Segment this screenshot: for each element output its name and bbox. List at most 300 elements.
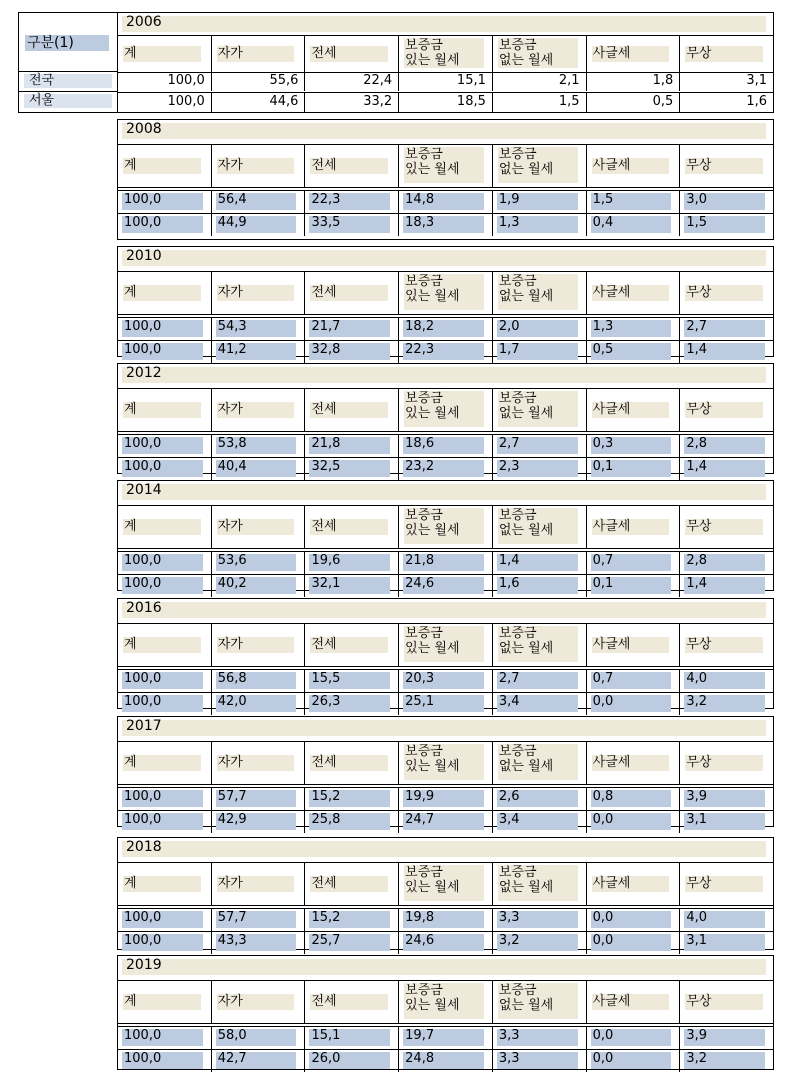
column-header bbox=[493, 742, 587, 784]
column-header-text: 무상 bbox=[686, 402, 712, 417]
data-cell bbox=[399, 693, 493, 715]
column-header bbox=[493, 506, 587, 548]
column-header bbox=[587, 981, 681, 1023]
data-value: 1,3 bbox=[592, 319, 614, 334]
column-header-text: 보증금 bbox=[498, 744, 537, 759]
column-header bbox=[493, 389, 587, 431]
data-cell bbox=[680, 575, 773, 597]
data-value: 1,4 bbox=[686, 576, 707, 591]
data-cell bbox=[212, 458, 306, 480]
data-cell bbox=[118, 575, 212, 597]
data-value: 1,6 bbox=[746, 94, 768, 109]
data-cell bbox=[493, 191, 587, 213]
data-value: 23,2 bbox=[405, 459, 435, 474]
data-value: 32,5 bbox=[311, 459, 341, 474]
column-header bbox=[212, 863, 306, 905]
column-header-text: 보증금 bbox=[405, 508, 443, 523]
column-header-text: 보증금 bbox=[498, 147, 537, 162]
column-header bbox=[399, 389, 493, 431]
column-header-text: 사글세 bbox=[592, 994, 631, 1009]
column-header-text: 계 bbox=[124, 158, 137, 173]
data-row bbox=[118, 434, 773, 457]
column-header bbox=[305, 624, 399, 666]
data-cell bbox=[587, 341, 681, 363]
data-value: 100,0 bbox=[124, 576, 162, 591]
column-header-text: 있는 월세 bbox=[405, 162, 460, 177]
column-header bbox=[587, 742, 681, 784]
column-header bbox=[587, 36, 681, 72]
column-header-text: 있는 월세 bbox=[405, 406, 460, 421]
column-header-text: 보증금 bbox=[405, 391, 443, 406]
data-value: 53,6 bbox=[217, 553, 247, 568]
column-header bbox=[305, 36, 399, 72]
column-header-text: 계 bbox=[124, 876, 137, 891]
data-cell bbox=[399, 341, 493, 363]
data-value: 19,6 bbox=[311, 553, 341, 568]
column-header bbox=[212, 506, 306, 548]
column-header bbox=[493, 981, 587, 1023]
column-header bbox=[680, 981, 773, 1023]
column-header-text: 무상 bbox=[686, 876, 712, 891]
column-header-text: 있는 월세 bbox=[405, 641, 460, 656]
data-cell bbox=[118, 214, 212, 236]
data-value: 57,7 bbox=[217, 789, 247, 804]
data-cell bbox=[305, 1050, 399, 1072]
data-value: 3,1 bbox=[686, 933, 707, 948]
column-header-text: 없는 월세 bbox=[498, 998, 554, 1013]
data-cell bbox=[680, 693, 773, 715]
data-cell bbox=[587, 1027, 681, 1049]
data-value: 0,0 bbox=[592, 694, 614, 709]
data-value: 1,7 bbox=[498, 342, 520, 357]
data-cell bbox=[212, 788, 306, 810]
data-value: 100,0 bbox=[167, 73, 205, 88]
data-cell bbox=[399, 788, 493, 810]
column-header-text: 무상 bbox=[686, 637, 712, 652]
data-value: 18,3 bbox=[405, 215, 435, 230]
data-row bbox=[118, 190, 773, 213]
column-header-text: 보증금 bbox=[405, 983, 443, 998]
column-header-text: 보증금 bbox=[405, 626, 443, 641]
column-header-text: 자가 bbox=[217, 158, 243, 173]
column-header bbox=[587, 863, 681, 905]
data-row bbox=[118, 1049, 773, 1072]
data-value: 2,6 bbox=[498, 789, 520, 804]
column-header-row bbox=[118, 505, 773, 549]
data-cell bbox=[680, 435, 773, 457]
data-cell bbox=[399, 811, 493, 833]
row-label-national: 전국 bbox=[19, 71, 118, 90]
column-header-text: 자가 bbox=[217, 402, 243, 417]
column-header bbox=[212, 389, 306, 431]
data-value: 0,0 bbox=[592, 1051, 614, 1066]
data-row bbox=[118, 810, 773, 833]
data-value: 0,8 bbox=[592, 789, 614, 804]
column-header-row bbox=[118, 980, 773, 1024]
column-header-text: 자가 bbox=[217, 519, 243, 534]
data-cell bbox=[305, 909, 399, 931]
data-value: 57,7 bbox=[217, 910, 247, 925]
data-cell bbox=[680, 93, 773, 112]
column-header-text: 계 bbox=[124, 755, 137, 770]
data-cell bbox=[493, 214, 587, 236]
column-header-text: 없는 월세 bbox=[498, 289, 554, 304]
data-cell bbox=[212, 670, 306, 692]
data-row bbox=[118, 669, 773, 692]
column-header-text: 사글세 bbox=[592, 402, 631, 417]
data-value: 100,0 bbox=[124, 553, 162, 568]
year-bar bbox=[122, 367, 766, 383]
data-value: 0,7 bbox=[592, 553, 614, 568]
data-cell bbox=[680, 552, 773, 574]
column-header-text: 사글세 bbox=[592, 46, 631, 61]
data-value: 1,4 bbox=[686, 459, 707, 474]
year-block-2006 bbox=[117, 12, 774, 113]
column-header bbox=[212, 981, 306, 1023]
data-value: 26,3 bbox=[311, 694, 341, 709]
data-cell bbox=[493, 435, 587, 457]
year-bar bbox=[122, 602, 766, 618]
data-value: 40,4 bbox=[217, 459, 247, 474]
data-value: 44,9 bbox=[217, 215, 247, 230]
data-value: 100,0 bbox=[124, 812, 162, 827]
data-value: 14,8 bbox=[405, 192, 435, 207]
data-cell bbox=[399, 1027, 493, 1049]
column-header-text: 있는 월세 bbox=[405, 523, 460, 538]
column-header bbox=[118, 389, 212, 431]
data-row bbox=[118, 692, 773, 715]
data-value: 0,0 bbox=[592, 812, 614, 827]
data-cell bbox=[493, 670, 587, 692]
data-cell bbox=[305, 93, 399, 112]
column-header-text: 보증금 bbox=[498, 508, 537, 523]
data-cell bbox=[118, 318, 212, 340]
data-value: 40,2 bbox=[217, 576, 247, 591]
year-label: 2018 bbox=[126, 839, 162, 855]
column-header-text: 보증금 bbox=[405, 38, 443, 53]
data-value: 2,3 bbox=[498, 459, 520, 474]
data-value: 100,0 bbox=[124, 789, 162, 804]
data-cell bbox=[493, 72, 587, 91]
data-cell bbox=[118, 341, 212, 363]
column-header bbox=[212, 36, 306, 72]
data-value: 22,4 bbox=[363, 73, 393, 88]
data-value: 43,3 bbox=[217, 933, 247, 948]
year-label: 2012 bbox=[126, 365, 162, 381]
column-header-text: 무상 bbox=[686, 755, 712, 770]
data-value: 0,1 bbox=[592, 459, 614, 474]
data-value: 19,8 bbox=[405, 910, 435, 925]
column-header-text: 무상 bbox=[686, 285, 712, 300]
data-cell bbox=[118, 93, 212, 112]
data-cell bbox=[212, 435, 306, 457]
data-value: 42,9 bbox=[217, 812, 247, 827]
data-value: 41,2 bbox=[217, 342, 247, 357]
column-header bbox=[399, 863, 493, 905]
data-value: 1,3 bbox=[498, 215, 520, 230]
column-header bbox=[587, 506, 681, 548]
data-value: 2,7 bbox=[498, 671, 520, 686]
column-header-text: 전세 bbox=[311, 994, 337, 1009]
data-value: 0,3 bbox=[592, 436, 614, 451]
column-header bbox=[680, 389, 773, 431]
column-header-text: 있는 월세 bbox=[405, 998, 460, 1013]
data-value: 2,8 bbox=[686, 436, 707, 451]
data-cell bbox=[680, 932, 773, 954]
row-label-column bbox=[18, 12, 118, 113]
column-header-row bbox=[118, 623, 773, 667]
column-header-text: 사글세 bbox=[592, 285, 631, 300]
column-header-row bbox=[118, 144, 773, 188]
data-cell bbox=[493, 693, 587, 715]
data-value: 1,4 bbox=[498, 553, 520, 568]
data-cell bbox=[493, 575, 587, 597]
year-bar bbox=[122, 841, 766, 857]
data-row bbox=[118, 317, 773, 340]
column-header bbox=[305, 145, 399, 187]
column-header bbox=[118, 506, 212, 548]
column-header-text: 보증금 bbox=[405, 147, 443, 162]
data-cell bbox=[680, 191, 773, 213]
data-cell bbox=[493, 932, 587, 954]
data-cell bbox=[587, 552, 681, 574]
column-header bbox=[493, 145, 587, 187]
data-value: 0,0 bbox=[592, 910, 614, 925]
data-cell bbox=[118, 811, 212, 833]
row-label-seoul: 서울 bbox=[19, 91, 118, 110]
column-header bbox=[493, 624, 587, 666]
column-header-row bbox=[118, 271, 773, 315]
data-cell bbox=[118, 191, 212, 213]
data-row bbox=[118, 457, 773, 480]
column-header bbox=[118, 863, 212, 905]
column-header-text: 있는 월세 bbox=[405, 880, 460, 895]
column-header bbox=[212, 742, 306, 784]
data-value: 15,2 bbox=[311, 910, 341, 925]
column-header-text: 있는 월세 bbox=[405, 53, 460, 68]
data-cell bbox=[680, 788, 773, 810]
data-cell bbox=[118, 693, 212, 715]
data-cell bbox=[212, 1050, 306, 1072]
data-value: 0,4 bbox=[592, 215, 614, 230]
data-cell bbox=[399, 191, 493, 213]
column-header-text: 없는 월세 bbox=[498, 759, 554, 774]
column-header bbox=[399, 981, 493, 1023]
data-cell bbox=[680, 341, 773, 363]
data-cell bbox=[493, 341, 587, 363]
data-row bbox=[118, 931, 773, 954]
column-header-text: 무상 bbox=[686, 994, 712, 1009]
data-cell bbox=[587, 1050, 681, 1072]
column-header-text: 무상 bbox=[686, 519, 712, 534]
data-cell bbox=[399, 575, 493, 597]
data-row bbox=[118, 574, 773, 597]
data-cell bbox=[493, 1027, 587, 1049]
data-value: 42,0 bbox=[217, 694, 247, 709]
data-cell bbox=[305, 318, 399, 340]
data-value: 1,5 bbox=[592, 192, 614, 207]
data-value: 18,6 bbox=[405, 436, 435, 451]
data-cell bbox=[399, 552, 493, 574]
data-cell bbox=[587, 932, 681, 954]
column-header bbox=[399, 742, 493, 784]
data-cell bbox=[680, 318, 773, 340]
data-value: 33,2 bbox=[363, 94, 393, 109]
column-header-text: 계 bbox=[124, 994, 137, 1009]
column-header-text: 계 bbox=[124, 46, 137, 61]
year-bar bbox=[122, 250, 766, 266]
year-label: 2017 bbox=[126, 718, 162, 734]
column-header bbox=[212, 145, 306, 187]
data-value: 100,0 bbox=[124, 192, 162, 207]
column-header-text: 보증금 bbox=[405, 865, 443, 880]
data-value: 0,7 bbox=[592, 671, 614, 686]
data-value: 21,8 bbox=[311, 436, 341, 451]
data-cell bbox=[305, 575, 399, 597]
column-header-text: 보증금 bbox=[498, 38, 537, 53]
data-value: 44,6 bbox=[269, 94, 299, 109]
column-header-text: 보증금 bbox=[498, 391, 537, 406]
year-block-2014 bbox=[117, 480, 774, 591]
data-cell bbox=[399, 93, 493, 112]
data-cell bbox=[305, 1027, 399, 1049]
data-cell bbox=[493, 93, 587, 112]
data-value: 21,8 bbox=[405, 553, 435, 568]
column-header bbox=[587, 624, 681, 666]
data-cell bbox=[493, 552, 587, 574]
column-header-text: 보증금 bbox=[498, 626, 537, 641]
year-block-2010 bbox=[117, 246, 774, 357]
data-cell bbox=[212, 693, 306, 715]
data-cell bbox=[587, 909, 681, 931]
data-cell bbox=[212, 909, 306, 931]
data-value: 2,0 bbox=[498, 319, 520, 334]
data-value: 22,3 bbox=[405, 342, 435, 357]
column-header bbox=[680, 742, 773, 784]
column-header-text: 사글세 bbox=[592, 637, 631, 652]
data-value: 42,7 bbox=[217, 1051, 247, 1066]
data-cell bbox=[399, 214, 493, 236]
data-value: 3,2 bbox=[686, 694, 707, 709]
data-cell bbox=[118, 72, 212, 91]
column-header bbox=[118, 742, 212, 784]
data-cell bbox=[587, 693, 681, 715]
column-header-text: 보증금 bbox=[405, 274, 443, 289]
data-value: 2,7 bbox=[686, 319, 707, 334]
data-value: 24,6 bbox=[405, 933, 435, 948]
data-cell bbox=[680, 458, 773, 480]
data-value: 100,0 bbox=[124, 342, 162, 357]
data-cell bbox=[212, 93, 306, 112]
column-header-text: 전세 bbox=[311, 46, 337, 61]
data-value: 3,2 bbox=[498, 933, 520, 948]
column-header bbox=[680, 624, 773, 666]
data-value: 53,8 bbox=[217, 436, 247, 451]
data-value: 3,9 bbox=[686, 1028, 707, 1043]
column-header-row bbox=[118, 388, 773, 432]
column-header bbox=[587, 145, 681, 187]
data-cell bbox=[305, 811, 399, 833]
data-cell bbox=[680, 1027, 773, 1049]
data-cell bbox=[399, 72, 493, 91]
column-header-text: 사글세 bbox=[592, 158, 631, 173]
column-header-text: 자가 bbox=[217, 285, 243, 300]
data-cell bbox=[399, 318, 493, 340]
column-header-text: 있는 월세 bbox=[405, 289, 460, 304]
column-header-text: 있는 월세 bbox=[405, 759, 460, 774]
data-row bbox=[118, 787, 773, 810]
data-value: 2,8 bbox=[686, 553, 707, 568]
data-value: 100,0 bbox=[124, 1051, 162, 1066]
data-value: 18,5 bbox=[456, 94, 486, 109]
column-header-text: 자가 bbox=[217, 994, 243, 1009]
data-cell bbox=[587, 458, 681, 480]
column-header-text: 자가 bbox=[217, 876, 243, 891]
column-header-text: 전세 bbox=[311, 876, 337, 891]
column-header-row bbox=[118, 741, 773, 785]
data-cell bbox=[587, 670, 681, 692]
data-value: 24,8 bbox=[405, 1051, 435, 1066]
data-value: 3,4 bbox=[498, 694, 520, 709]
column-header bbox=[399, 624, 493, 666]
data-row bbox=[118, 92, 773, 112]
data-cell bbox=[212, 1027, 306, 1049]
data-cell bbox=[305, 693, 399, 715]
data-cell bbox=[680, 72, 773, 91]
data-value: 2,7 bbox=[498, 436, 520, 451]
data-cell bbox=[399, 435, 493, 457]
column-header-text: 자가 bbox=[217, 46, 243, 61]
data-value: 100,0 bbox=[124, 319, 162, 334]
column-header-text: 보증금 bbox=[498, 865, 537, 880]
data-value: 0,0 bbox=[592, 933, 614, 948]
data-value: 4,0 bbox=[686, 910, 707, 925]
column-header-text: 사글세 bbox=[592, 876, 631, 891]
column-header-text: 계 bbox=[124, 285, 137, 300]
year-label: 2010 bbox=[126, 248, 162, 264]
column-header-text: 없는 월세 bbox=[498, 53, 554, 68]
data-value: 19,9 bbox=[405, 789, 435, 804]
data-value: 3,3 bbox=[498, 1051, 520, 1066]
column-header-row bbox=[118, 35, 773, 73]
data-cell bbox=[493, 788, 587, 810]
column-header-text: 전세 bbox=[311, 158, 337, 173]
column-header bbox=[305, 863, 399, 905]
year-bar bbox=[122, 16, 766, 32]
column-header-text: 계 bbox=[124, 402, 137, 417]
column-header-text: 보증금 bbox=[498, 983, 537, 998]
column-header-text: 없는 월세 bbox=[498, 162, 554, 177]
data-cell bbox=[212, 811, 306, 833]
data-value: 4,0 bbox=[686, 671, 707, 686]
data-cell bbox=[118, 435, 212, 457]
column-header bbox=[680, 863, 773, 905]
data-cell bbox=[305, 341, 399, 363]
data-cell bbox=[212, 932, 306, 954]
data-cell bbox=[399, 458, 493, 480]
data-cell bbox=[212, 72, 306, 91]
data-cell bbox=[493, 458, 587, 480]
data-value: 0,0 bbox=[592, 1028, 614, 1043]
data-cell bbox=[305, 458, 399, 480]
data-value: 100,0 bbox=[124, 459, 162, 474]
data-value: 20,3 bbox=[405, 671, 435, 686]
data-value: 32,8 bbox=[311, 342, 341, 357]
data-cell bbox=[493, 1050, 587, 1072]
column-header bbox=[305, 389, 399, 431]
data-value: 25,1 bbox=[405, 694, 435, 709]
data-cell bbox=[587, 191, 681, 213]
